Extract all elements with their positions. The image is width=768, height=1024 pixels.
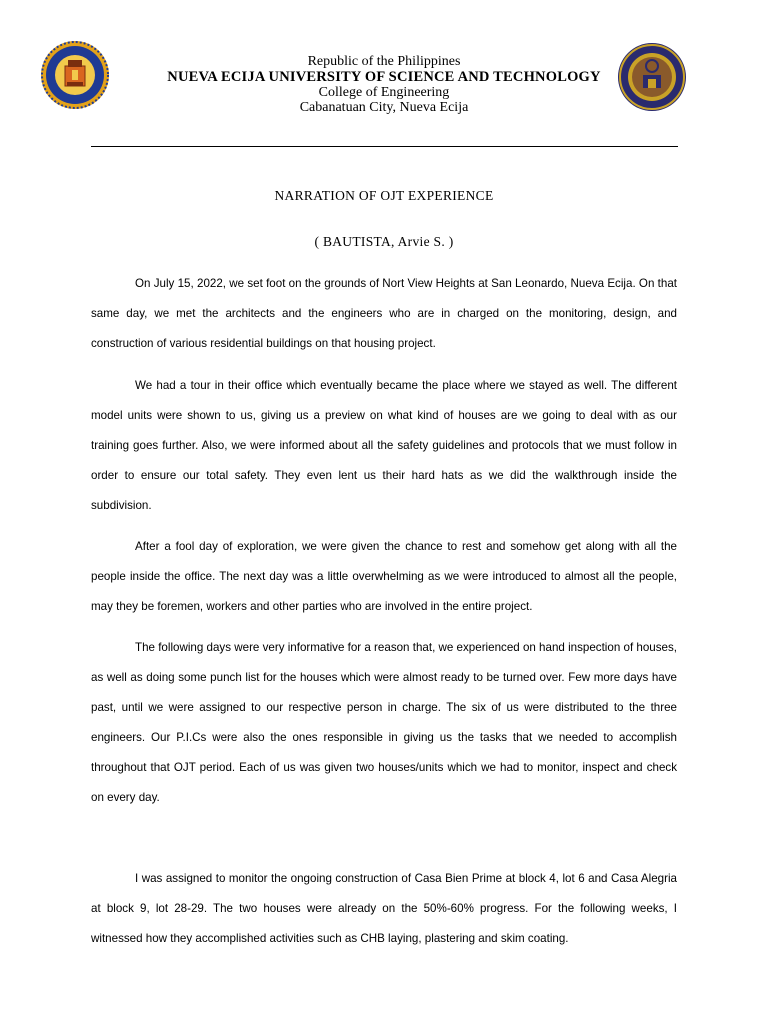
letterhead [0, 54, 768, 115]
paragraph: The following days were very informative for a reason that, we experienced on hand inspection of houses, as well as doing some punch list for the houses which were almost ready to be turned over. Few more days have past, until we were assigned to our respective person in charge. The six of us were distributed to the three engineers. Our P.I.Cs were also the ones responsible in giving us the tasks that we needed to accomplish throughout that OJT period. Each of us was given two houses/units which we had to monitor, inspect and check on every day. [91, 641, 677, 804]
paragraph: On July 15, 2022, we set foot on the grounds of Nort View Heights at San Leonardo, Nueva Ecija. On that same day, we met the architects and the engineers who are in charged on the monitoring, design, and construction of various residential buildings on that housing project. [91, 277, 677, 350]
document-author: ( BAUTISTA, Arvie S. ) [314, 234, 454, 249]
paragraph: After a fool day of exploration, we were given the chance to rest and somehow get along with all the people inside the office. The next day was a little overwhelming as we were introduced to almost all the people, may they be foremen, workers and other parties who are involved in the entire project. [91, 540, 677, 613]
location-text: Cabanatuan City, Nueva Ecija [299, 100, 469, 115]
header-divider [91, 146, 678, 147]
republic-text: Republic of the Philippines [307, 54, 461, 69]
university-name: NUEVA ECIJA UNIVERSITY OF SCIENCE AND TECHNOLOGY [167, 69, 601, 85]
paragraph: I was assigned to monitor the ongoing construction of Casa Bien Prime at block 4, lot 6 and Casa Alegria at block 9, lot 28-29. The two houses were already on the 50%-60% progress. For the following weeks, I witnessed how they accomplished activities such as CHB laying, plastering and skim coating. [91, 872, 677, 945]
college-name: College of Engineering [318, 85, 450, 100]
document-title: NARRATION OF OJT EXPERIENCE [274, 188, 494, 203]
paragraph: We had a tour in their office which eventually became the place where we stayed as well. The different model units were shown to us, giving us a preview on what kind of houses are we going to deal with as our training goes further. Also, we were informed about all the safety guidelines and protocols that we must follow in order to ensure our total safety. They even lent us their hard hats as we did the walkthrough inside the subdivision. [91, 379, 677, 512]
